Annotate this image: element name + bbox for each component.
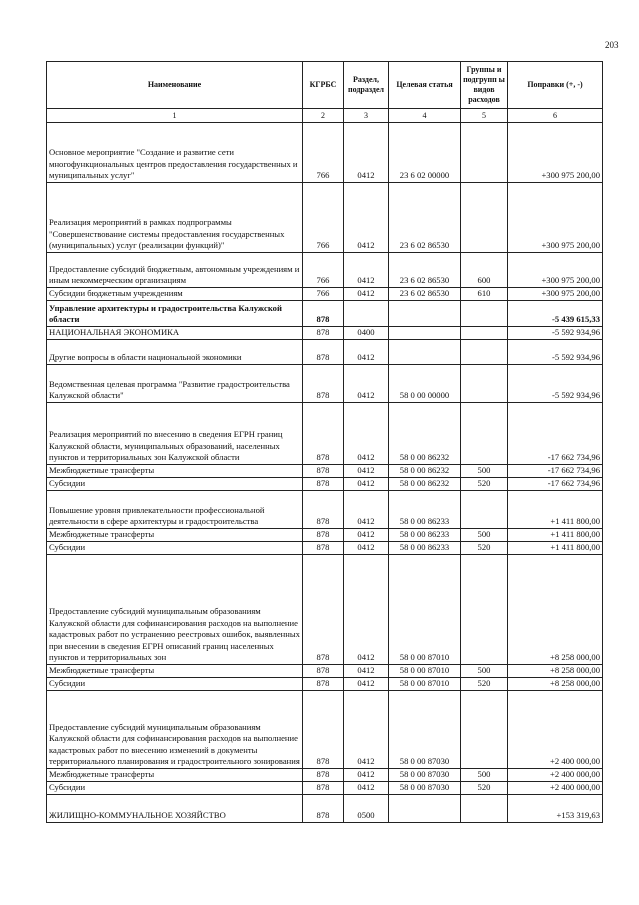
cell-amount: -5 592 934,96 bbox=[508, 365, 603, 403]
cell-section: 0412 bbox=[344, 491, 389, 529]
cell-name: Основное мероприятие "Создание и развитие сети многофункциональных центров предоставления государственных и муниципальных услуг" bbox=[47, 123, 303, 183]
cell-target: 58 0 00 87010 bbox=[389, 665, 461, 678]
cell-name: Субсидии bbox=[47, 678, 303, 691]
cell-target: 58 0 00 00000 bbox=[389, 365, 461, 403]
cell-kgrbs: 766 bbox=[303, 253, 344, 288]
col-number: 3 bbox=[344, 109, 389, 123]
header-name: Наименование bbox=[47, 62, 303, 109]
cell-section: 0412 bbox=[344, 340, 389, 365]
cell-kgrbs: 766 bbox=[303, 123, 344, 183]
cell-target: 58 0 00 86232 bbox=[389, 478, 461, 491]
cell-amount: +300 975 200,00 bbox=[508, 288, 603, 301]
cell-section: 0412 bbox=[344, 555, 389, 665]
cell-target: 23 6 02 86530 bbox=[389, 288, 461, 301]
table-row bbox=[47, 403, 603, 465]
cell-kgrbs: 878 bbox=[303, 365, 344, 403]
cell-target: 58 0 00 86233 bbox=[389, 529, 461, 542]
cell-kgrbs: 878 bbox=[303, 542, 344, 555]
cell-target bbox=[389, 327, 461, 340]
cell-group bbox=[461, 365, 508, 403]
cell-name: Предоставление субсидий муниципальным образованиям Калужской области для софинансирования расходов на выполнение кадастровых работ по внесению изменений в документы территориального планирования и градостроительного зонирования bbox=[47, 691, 303, 769]
cell-amount: -17 662 734,96 bbox=[508, 465, 603, 478]
cell-group bbox=[461, 691, 508, 769]
cell-target: 23 6 02 86530 bbox=[389, 183, 461, 253]
cell-group: 600 bbox=[461, 253, 508, 288]
budget-amendments-table bbox=[46, 61, 603, 823]
cell-group bbox=[461, 327, 508, 340]
table-row bbox=[47, 782, 603, 795]
cell-amount: +8 258 000,00 bbox=[508, 665, 603, 678]
cell-target: 58 0 00 86233 bbox=[389, 491, 461, 529]
cell-amount: +1 411 800,00 bbox=[508, 529, 603, 542]
table-row bbox=[47, 678, 603, 691]
table-row bbox=[47, 288, 603, 301]
cell-kgrbs: 878 bbox=[303, 555, 344, 665]
cell-name: ЖИЛИЩНО-КОММУНАЛЬНОЕ ХОЗЯЙСТВО bbox=[47, 795, 303, 823]
header-amend: Поправки (+, -) bbox=[508, 62, 603, 109]
header-target: Целевая статья bbox=[389, 62, 461, 109]
cell-group bbox=[461, 183, 508, 253]
cell-name: Реализация мероприятий по внесению в сведения ЕГРН границ Калужской области, муниципальных образований, населенных пунктов и территориальных зон Калужской области bbox=[47, 403, 303, 465]
cell-name: Реализация мероприятий в рамках подпрограммы "Совершенствование системы предоставления государственных (муниципальных) услуг (реализации функций)" bbox=[47, 183, 303, 253]
cell-group: 520 bbox=[461, 542, 508, 555]
cell-kgrbs: 878 bbox=[303, 403, 344, 465]
table-row bbox=[47, 301, 603, 327]
cell-kgrbs: 878 bbox=[303, 782, 344, 795]
cell-target: 58 0 00 87030 bbox=[389, 691, 461, 769]
cell-kgrbs: 766 bbox=[303, 288, 344, 301]
cell-group bbox=[461, 340, 508, 365]
cell-section: 0412 bbox=[344, 365, 389, 403]
col-number: 4 bbox=[389, 109, 461, 123]
cell-amount: +1 411 800,00 bbox=[508, 542, 603, 555]
cell-name: Предоставление субсидий муниципальным образованиям Калужской области для софинансирования расходов на выполнение кадастровых работ по устранению реестровых ошибок, выявленных при внесении в сведения ЕГРН описаний границ населенных пунктов и территориальных зон bbox=[47, 555, 303, 665]
cell-section: 0412 bbox=[344, 691, 389, 769]
cell-section: 0412 bbox=[344, 529, 389, 542]
header-kgrbs: КГРБС bbox=[303, 62, 344, 109]
cell-group: 520 bbox=[461, 782, 508, 795]
cell-amount: +1 411 800,00 bbox=[508, 491, 603, 529]
cell-group bbox=[461, 491, 508, 529]
cell-kgrbs: 878 bbox=[303, 340, 344, 365]
cell-amount: +2 400 000,00 bbox=[508, 782, 603, 795]
col-number: 5 bbox=[461, 109, 508, 123]
cell-section: 0412 bbox=[344, 123, 389, 183]
cell-section bbox=[344, 301, 389, 327]
table-row bbox=[47, 253, 603, 288]
table-row bbox=[47, 123, 603, 183]
col-number: 1 bbox=[47, 109, 303, 123]
cell-section: 0412 bbox=[344, 665, 389, 678]
cell-target: 58 0 00 87030 bbox=[389, 782, 461, 795]
cell-amount: -17 662 734,96 bbox=[508, 403, 603, 465]
cell-kgrbs: 878 bbox=[303, 465, 344, 478]
cell-kgrbs: 878 bbox=[303, 795, 344, 823]
table-row bbox=[47, 691, 603, 769]
cell-section: 0400 bbox=[344, 327, 389, 340]
table-row bbox=[47, 769, 603, 782]
table-row bbox=[47, 665, 603, 678]
cell-target: 58 0 00 86232 bbox=[389, 403, 461, 465]
page-number: 203 bbox=[605, 40, 619, 50]
cell-group: 500 bbox=[461, 769, 508, 782]
cell-group: 500 bbox=[461, 465, 508, 478]
table-row bbox=[47, 365, 603, 403]
cell-kgrbs: 878 bbox=[303, 301, 344, 327]
cell-name: Другие вопросы в области национальной экономики bbox=[47, 340, 303, 365]
cell-section: 0412 bbox=[344, 769, 389, 782]
cell-name: Ведомственная целевая программа "Развитие градостроительства Калужской области" bbox=[47, 365, 303, 403]
table-row bbox=[47, 555, 603, 665]
cell-kgrbs: 878 bbox=[303, 691, 344, 769]
header-groups: Группы и подгрупп ы видов расходов bbox=[461, 62, 508, 109]
column-numbers-row bbox=[47, 109, 603, 123]
cell-group bbox=[461, 795, 508, 823]
table-row bbox=[47, 529, 603, 542]
cell-amount: +300 975 200,00 bbox=[508, 183, 603, 253]
cell-amount: +300 975 200,00 bbox=[508, 123, 603, 183]
cell-name: НАЦИОНАЛЬНАЯ ЭКОНОМИКА bbox=[47, 327, 303, 340]
cell-target bbox=[389, 340, 461, 365]
table-row bbox=[47, 183, 603, 253]
cell-amount: +8 258 000,00 bbox=[508, 555, 603, 665]
cell-group: 500 bbox=[461, 665, 508, 678]
cell-group bbox=[461, 301, 508, 327]
table-row bbox=[47, 478, 603, 491]
cell-name: Межбюджетные трансферты bbox=[47, 665, 303, 678]
cell-name: Субсидии bbox=[47, 542, 303, 555]
cell-name: Субсидии bbox=[47, 782, 303, 795]
cell-section: 0412 bbox=[344, 183, 389, 253]
cell-target bbox=[389, 795, 461, 823]
table-row bbox=[47, 795, 603, 823]
table-header-row bbox=[47, 62, 603, 109]
cell-amount: +153 319,63 bbox=[508, 795, 603, 823]
cell-kgrbs: 878 bbox=[303, 327, 344, 340]
cell-section: 0412 bbox=[344, 253, 389, 288]
col-number: 2 bbox=[303, 109, 344, 123]
cell-kgrbs: 878 bbox=[303, 529, 344, 542]
cell-group: 500 bbox=[461, 529, 508, 542]
cell-kgrbs: 878 bbox=[303, 678, 344, 691]
cell-group: 520 bbox=[461, 478, 508, 491]
cell-amount: +2 400 000,00 bbox=[508, 691, 603, 769]
cell-group: 610 bbox=[461, 288, 508, 301]
header-section: Раздел, подраздел bbox=[344, 62, 389, 109]
cell-group: 520 bbox=[461, 678, 508, 691]
cell-amount: -17 662 734,96 bbox=[508, 478, 603, 491]
cell-amount: -5 592 934,96 bbox=[508, 327, 603, 340]
cell-name: Межбюджетные трансферты bbox=[47, 529, 303, 542]
cell-name: Межбюджетные трансферты bbox=[47, 465, 303, 478]
cell-target: 58 0 00 86233 bbox=[389, 542, 461, 555]
cell-name: Субсидии бюджетным учреждениям bbox=[47, 288, 303, 301]
cell-section: 0412 bbox=[344, 403, 389, 465]
cell-kgrbs: 878 bbox=[303, 769, 344, 782]
cell-name: Управление архитектуры и градостроительства Калужской области bbox=[47, 301, 303, 327]
cell-group bbox=[461, 403, 508, 465]
table-row bbox=[47, 327, 603, 340]
cell-amount: +300 975 200,00 bbox=[508, 253, 603, 288]
cell-target: 58 0 00 86232 bbox=[389, 465, 461, 478]
cell-target: 23 6 02 00000 bbox=[389, 123, 461, 183]
table-row bbox=[47, 542, 603, 555]
cell-amount: -5 592 934,96 bbox=[508, 340, 603, 365]
cell-amount: +2 400 000,00 bbox=[508, 769, 603, 782]
cell-target bbox=[389, 301, 461, 327]
cell-section: 0412 bbox=[344, 465, 389, 478]
cell-target: 58 0 00 87030 bbox=[389, 769, 461, 782]
col-number: 6 bbox=[508, 109, 603, 123]
cell-target: 58 0 00 87010 bbox=[389, 678, 461, 691]
cell-section: 0412 bbox=[344, 542, 389, 555]
table-row bbox=[47, 491, 603, 529]
cell-section: 0412 bbox=[344, 288, 389, 301]
cell-kgrbs: 878 bbox=[303, 665, 344, 678]
cell-section: 0412 bbox=[344, 678, 389, 691]
table-row bbox=[47, 340, 603, 365]
cell-kgrbs: 878 bbox=[303, 478, 344, 491]
cell-amount: -5 439 615,33 bbox=[508, 301, 603, 327]
cell-kgrbs: 878 bbox=[303, 491, 344, 529]
cell-group bbox=[461, 123, 508, 183]
cell-target: 23 6 02 86530 bbox=[389, 253, 461, 288]
cell-section: 0412 bbox=[344, 478, 389, 491]
cell-group bbox=[461, 555, 508, 665]
cell-section: 0412 bbox=[344, 782, 389, 795]
table-row bbox=[47, 465, 603, 478]
cell-amount: +8 258 000,00 bbox=[508, 678, 603, 691]
cell-section: 0500 bbox=[344, 795, 389, 823]
cell-name: Повышение уровня привлекательности профессиональной деятельности в сфере архитектуры и градостроительства bbox=[47, 491, 303, 529]
cell-name: Субсидии bbox=[47, 478, 303, 491]
cell-kgrbs: 766 bbox=[303, 183, 344, 253]
cell-name: Предоставление субсидий бюджетным, автономным учреждениям и иным некоммерческим организациям bbox=[47, 253, 303, 288]
cell-name: Межбюджетные трансферты bbox=[47, 769, 303, 782]
cell-target: 58 0 00 87010 bbox=[389, 555, 461, 665]
